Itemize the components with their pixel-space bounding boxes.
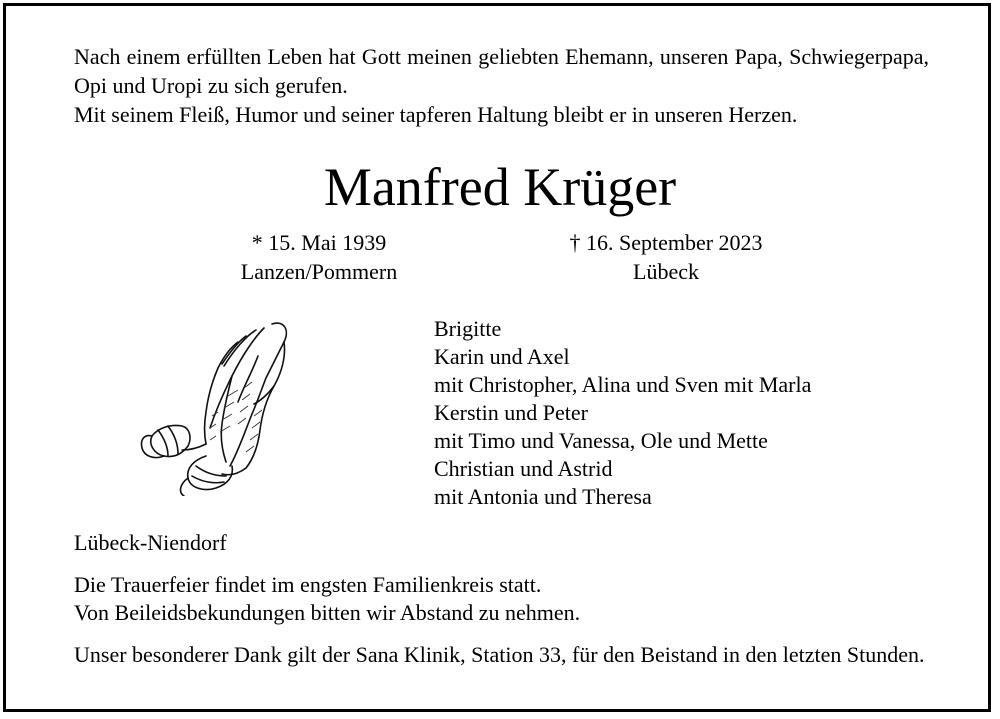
death-block (526, 228, 806, 286)
intro-text (74, 42, 929, 129)
family-member: mit Antonia und Theresa (434, 484, 652, 509)
thanks-text: Unser besonderer Dank gilt der Sana Klinik, Station 33, für den Beistand in den letzten Stunden. (74, 642, 925, 667)
family-list (434, 315, 811, 511)
family-member: Karin und Axel (434, 344, 570, 369)
praying-hands-icon (134, 316, 324, 496)
intro-line-1: Nach einem erfüllten Leben hat Gott meinen geliebten Ehemann, unseren Papa, Schwiegerpapa, Opi und Uropi zu sich gerufen. (74, 44, 929, 98)
family-member: Brigitte (434, 316, 502, 341)
birth-date: * 15. Mai 1939 (251, 230, 387, 255)
family-member: Christian und Astrid (434, 456, 613, 481)
family-member: mit Christopher, Alina und Sven mit Marla (434, 372, 812, 397)
family-member: mit Timo und Vanessa, Ole und Mette (434, 428, 768, 453)
birth-block (224, 228, 414, 286)
ceremony-line-2: Von Beileidsbekundungen bitten wir Abstand zu nehmen. (74, 600, 581, 625)
deceased-name: Manfred Krüger (323, 157, 677, 217)
birth-place: Lanzen/Pommern (240, 259, 398, 284)
ceremony-text (74, 571, 580, 627)
death-date: † 16. September 2023 (569, 230, 763, 255)
place-name: Lübeck-Niendorf (74, 530, 227, 555)
obituary-notice (3, 3, 991, 712)
intro-line-2: Mit seinem Fleiß, Humor und seiner tapferen Haltung bleibt er in unseren Herzen. (74, 102, 798, 127)
family-member: Kerstin und Peter (434, 400, 588, 425)
ceremony-line-1: Die Trauerfeier findet im engsten Familienkreis statt. (74, 572, 542, 597)
death-place: Lübeck (633, 259, 699, 284)
